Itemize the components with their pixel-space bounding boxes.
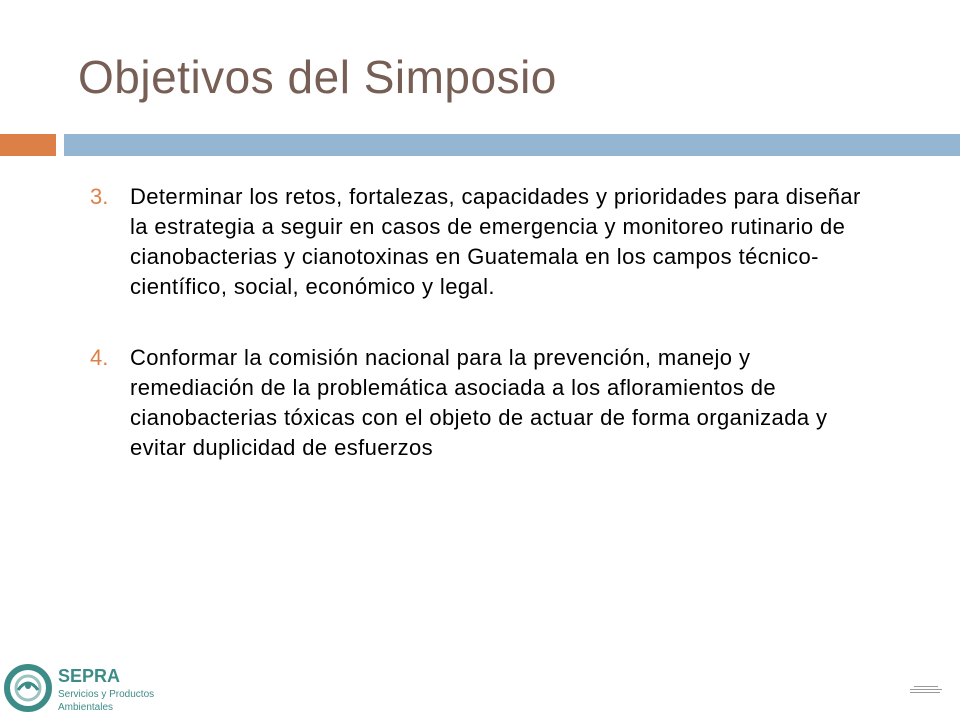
- list-item: [78, 182, 878, 302]
- slide-title: Objetivos del Simposio: [78, 51, 557, 103]
- logo-name: SEPRA: [58, 666, 121, 686]
- list-item-text: Conformar la comisión nacional para la prevención, manejo y remediación de la problemática asociada a los afloramientos de cianobacterias tóxicas con el objeto de actuar de forma organizada y evitar duplicidad de esfuerzos: [130, 345, 828, 460]
- title-accent-bar: [0, 134, 56, 156]
- list-item-number: 4.: [90, 345, 109, 370]
- footer-mark: [908, 686, 944, 694]
- list-item-number: 3.: [90, 184, 109, 209]
- list-item-text: Determinar los retos, fortalezas, capacidades y prioridades para diseñar la estrategia a seguir en casos de emergencia y monitoreo rutinario de cianobacterias y cianotoxinas en Guatemala en los campos técnico-científico, social, económico y legal.: [130, 184, 861, 299]
- logo-subtitle: Servicios y Productos Ambientales: [58, 689, 155, 713]
- title-divider-bar: [64, 134, 960, 156]
- list-item: [78, 343, 878, 463]
- objectives-list: [78, 182, 878, 504]
